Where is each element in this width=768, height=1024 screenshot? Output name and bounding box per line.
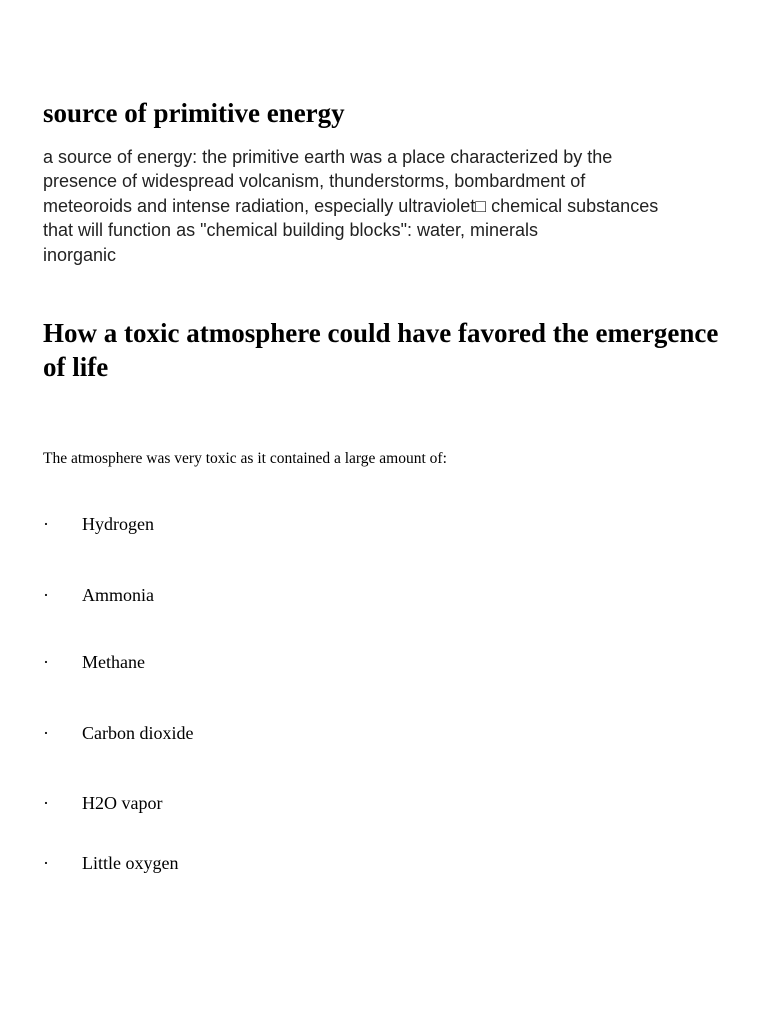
bullet-icon: · bbox=[43, 585, 49, 605]
list-item-label: Carbon dioxide bbox=[82, 723, 194, 743]
energy-paragraph-line: inorganic bbox=[43, 244, 117, 265]
energy-paragraph-line: meteoroids and intense radiation, especially ultraviolet□ chemical substances bbox=[43, 195, 659, 216]
heading-line: How a toxic atmosphere could have favored the emergence bbox=[43, 318, 719, 348]
bullet-icon: · bbox=[43, 853, 49, 873]
energy-paragraph-line: a source of energy: the primitive earth was a place characterized by the bbox=[43, 147, 613, 167]
list-item-label: Little oxygen bbox=[82, 853, 179, 873]
energy-paragraph-line: presence of widespread volcanism, thunderstorms, bombardment of bbox=[43, 171, 586, 192]
section-heading-energy: source of primitive energy bbox=[43, 98, 345, 128]
heading-line: of life bbox=[43, 352, 109, 382]
bullet-icon: · bbox=[43, 793, 49, 813]
energy-paragraph-line: that will function as "chemical building blocks": water, minerals bbox=[43, 220, 538, 241]
bullet-icon: · bbox=[43, 514, 49, 534]
bullet-icon: · bbox=[43, 652, 49, 672]
section-heading-toxic-atmosphere bbox=[43, 316, 767, 384]
atmosphere-intro: The atmosphere was very toxic as it contained a large amount of: bbox=[43, 450, 447, 467]
energy-paragraph bbox=[43, 145, 723, 267]
list-item-label: Hydrogen bbox=[82, 514, 154, 534]
list-item-label: H2O vapor bbox=[82, 793, 163, 813]
list-item-label: Methane bbox=[82, 652, 145, 672]
list-item-label: Ammonia bbox=[82, 585, 154, 605]
bullet-icon: · bbox=[43, 723, 49, 743]
